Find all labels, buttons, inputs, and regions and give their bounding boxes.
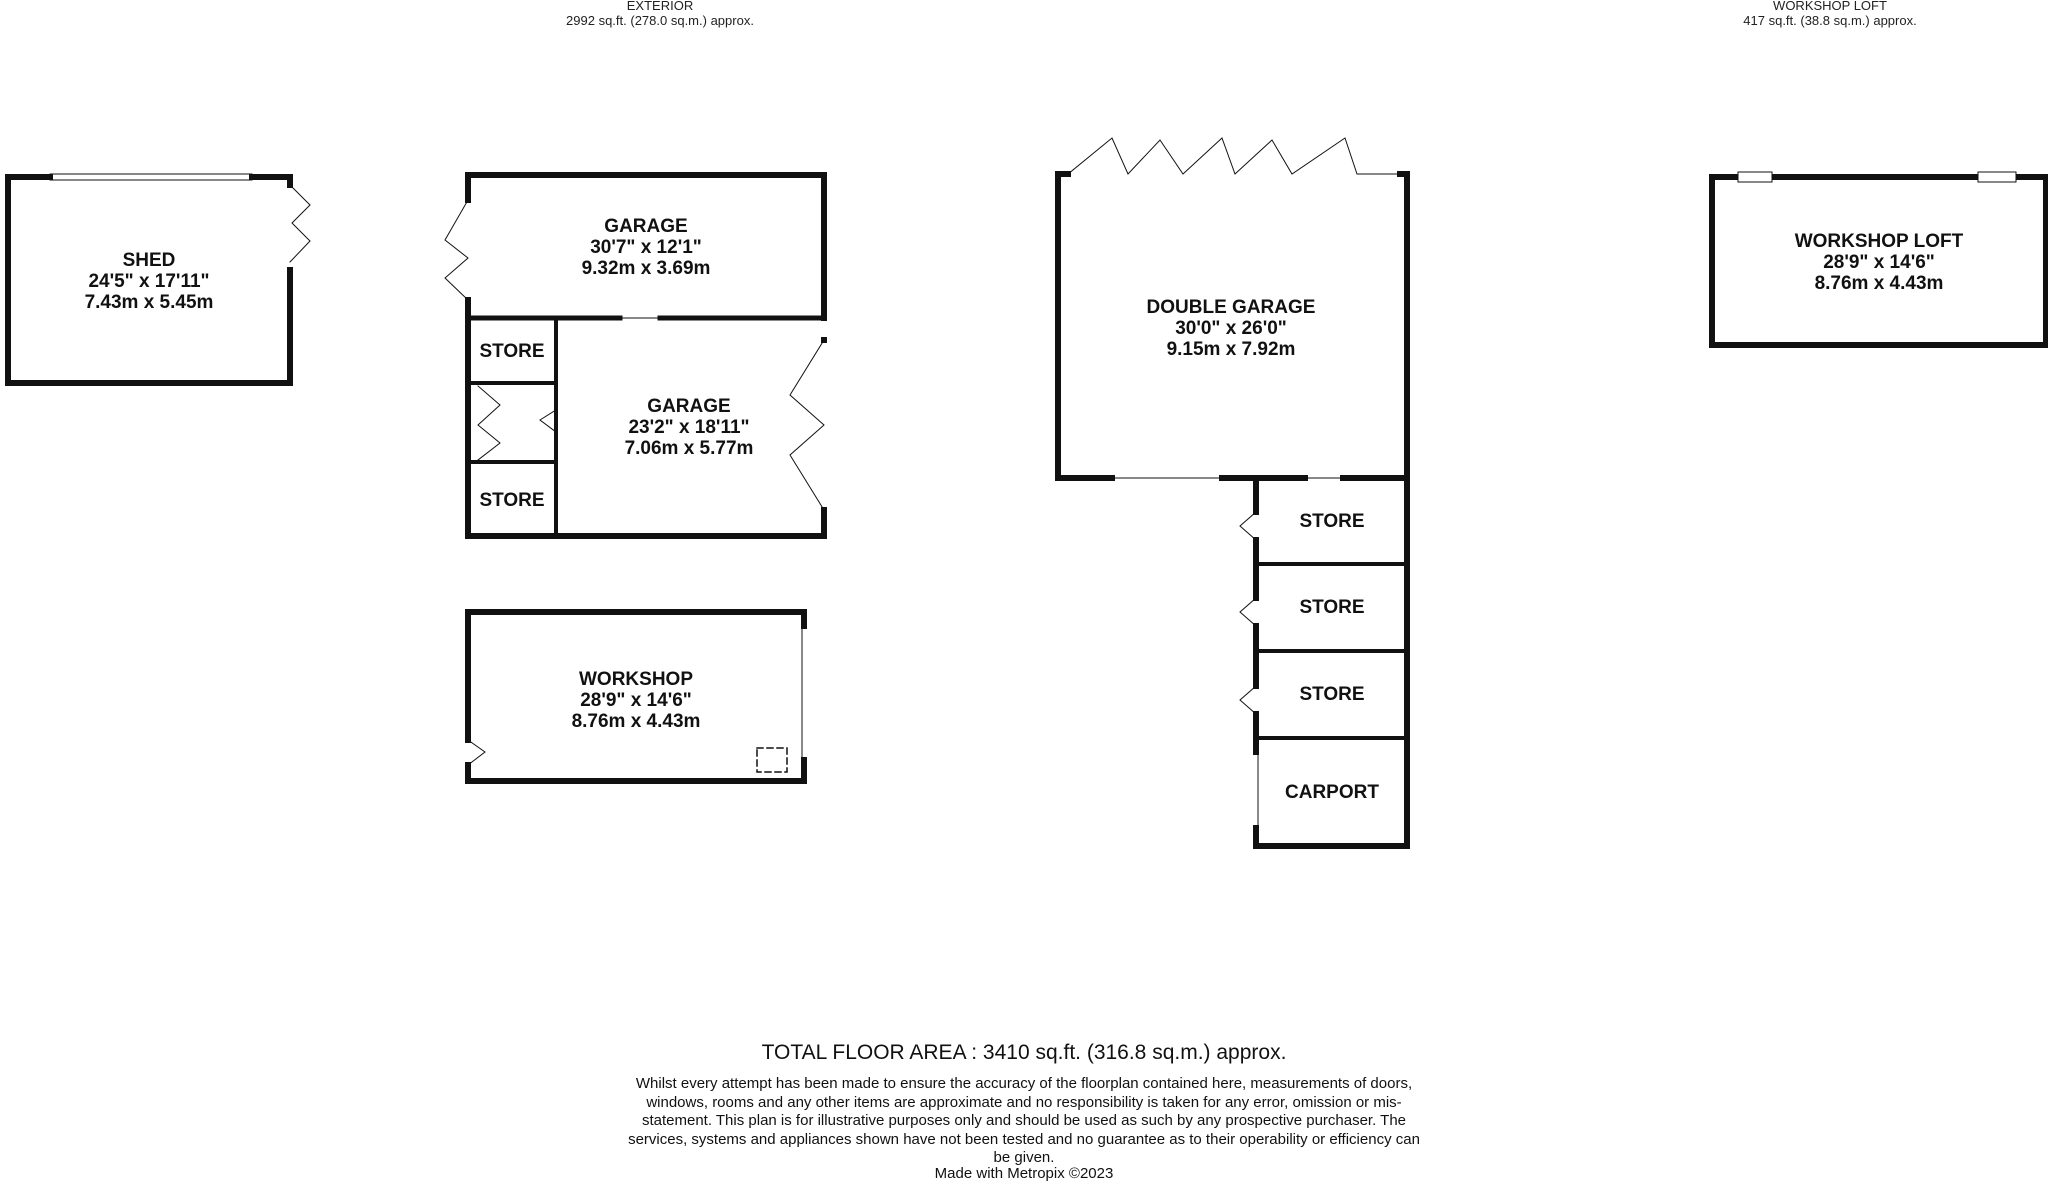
double-garage-walls <box>1058 138 1407 846</box>
room-shed <box>49 250 249 313</box>
disclaimer-text: Whilst every attempt has been made to ensure the accuracy of the floorplan contained here, measurements of doors, windows, rooms and any other items are approximate and no responsibility is taken for any error, omission or mis-statement. This plan is for illustrative purposes only and should be used as such by any prospective purchaser. The services, systems and appliances shown have not been tested and no guarantee as to their operability or efficiency can be given. <box>628 1075 1420 1166</box>
room-imperial: 24'5" x 17'11" <box>88 271 210 292</box>
room-garage-lower <box>589 396 789 459</box>
room-metric: 8.76m x 4.43m <box>1814 273 1944 294</box>
room-store-d: STORE <box>1299 597 1365 618</box>
room-imperial: 23'2" x 18'11" <box>628 417 750 438</box>
metropix-credit: Made with Metropix ©2023 <box>934 1165 1114 1182</box>
exterior-header <box>470 0 850 28</box>
loft-area: 417 sq.ft. (38.8 sq.m.) approx. <box>1743 13 1917 28</box>
total-floor-area: TOTAL FLOOR AREA : 3410 sq.ft. (316.8 sq.m.) approx. <box>761 1041 1287 1064</box>
room-metric: 9.15m x 7.92m <box>1166 339 1296 360</box>
room-workshop-loft <box>1754 231 2004 294</box>
room-store-a: STORE <box>479 341 545 362</box>
room-carport: CARPORT <box>1285 782 1379 803</box>
room-name: WORKSHOP LOFT <box>1794 231 1964 252</box>
room-imperial: 30'7" x 12'1" <box>590 237 702 258</box>
loft-header <box>1640 0 2020 28</box>
room-metric: 7.06m x 5.77m <box>624 438 754 459</box>
room-imperial: 30'0" x 26'0" <box>1175 318 1287 339</box>
loft-title: WORKSHOP LOFT <box>1773 0 1887 13</box>
room-name: SHED <box>122 250 176 271</box>
room-metric: 8.76m x 4.43m <box>571 711 701 732</box>
room-name: WORKSHOP <box>579 669 693 690</box>
room-name: DOUBLE GARAGE <box>1146 297 1316 318</box>
room-double-garage <box>1106 297 1356 360</box>
room-imperial: 28'9" x 14'6" <box>580 690 692 711</box>
exterior-area: 2992 sq.ft. (278.0 sq.m.) approx. <box>566 13 754 28</box>
room-garage-top <box>546 216 746 279</box>
room-imperial: 28'9" x 14'6" <box>1823 252 1935 273</box>
room-metric: 9.32m x 3.69m <box>581 258 711 279</box>
room-store-e: STORE <box>1299 684 1365 705</box>
room-metric: 7.43m x 5.45m <box>84 292 214 313</box>
room-store-b: STORE <box>479 490 545 511</box>
room-name: GARAGE <box>647 396 731 417</box>
room-store-c: STORE <box>1299 511 1365 532</box>
room-workshop <box>536 669 736 732</box>
room-name: GARAGE <box>604 216 688 237</box>
exterior-title: EXTERIOR <box>626 0 694 13</box>
